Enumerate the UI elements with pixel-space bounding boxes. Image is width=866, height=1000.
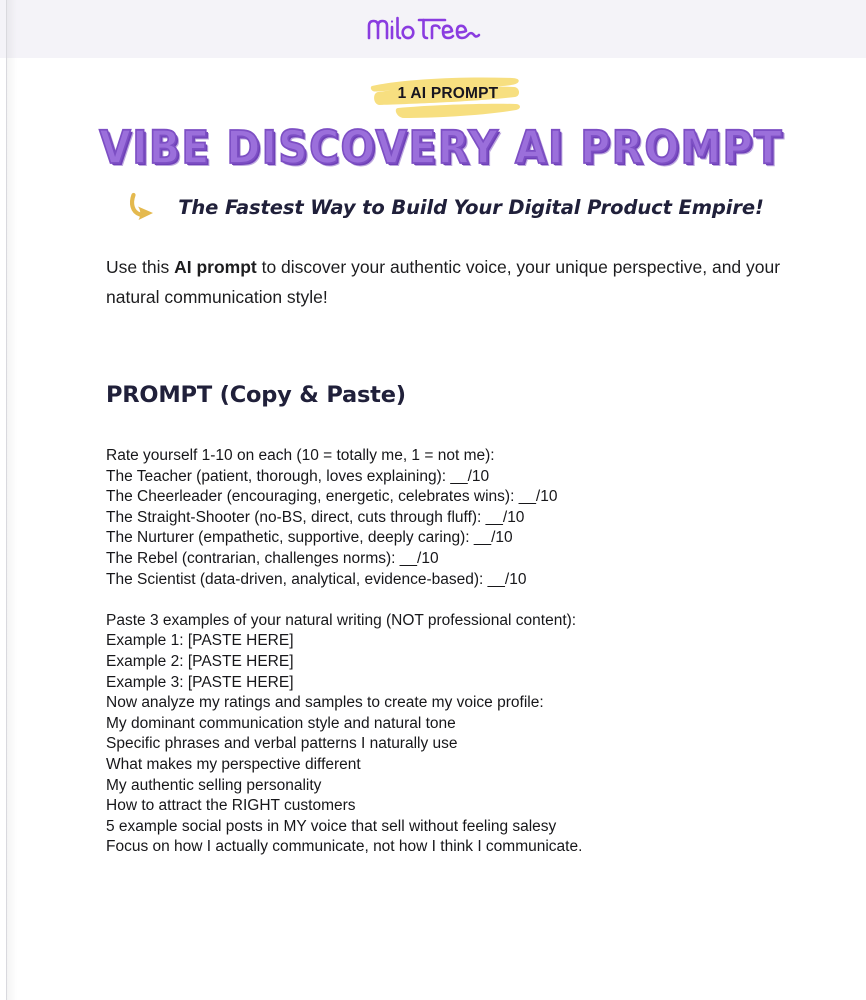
page-title: VIBE DISCOVERY AI PROMPT bbox=[99, 121, 784, 175]
prompt-line: 5 example social posts in MY voice that sell without feeling salesy bbox=[106, 817, 557, 835]
prompt-line: The Nurturer (empathetic, supportive, deeply caring): __/10 bbox=[106, 529, 513, 547]
site-header bbox=[0, 0, 866, 58]
prompt-line: Example 2: [PASTE HERE] bbox=[106, 652, 294, 670]
intro-after: to discover your authentic voice, your unique perspective, and your natural communication style! bbox=[106, 257, 781, 307]
prompt-line: The Rebel (contrarian, challenges norms): __/10 bbox=[106, 549, 439, 567]
prompt-line: Example 1: [PASTE HERE] bbox=[106, 632, 294, 650]
milotree-logo[interactable] bbox=[363, 11, 503, 47]
page-content bbox=[0, 58, 866, 858]
curved-arrow-icon bbox=[128, 192, 162, 222]
prompt-line: Now analyze my ratings and samples to create my voice profile: bbox=[106, 694, 544, 712]
subtitle-row bbox=[106, 192, 806, 222]
prompt-line: My authentic selling personality bbox=[106, 776, 322, 794]
badge-row bbox=[106, 72, 806, 128]
prompt-line: The Teacher (patient, thorough, loves explaining): __/10 bbox=[106, 467, 490, 485]
prompt-line: Paste 3 examples of your natural writing (NOT professional content): bbox=[106, 611, 577, 629]
prompt-line bbox=[106, 590, 806, 611]
prompt-body[interactable] bbox=[106, 446, 806, 858]
prompt-line: How to attract the RIGHT customers bbox=[106, 797, 356, 815]
prompt-line: Focus on how I actually communicate, not how I think I communicate. bbox=[106, 838, 583, 856]
intro-paragraph bbox=[106, 252, 796, 312]
badge-label: 1 AI PROMPT bbox=[397, 85, 499, 102]
ai-prompt-badge bbox=[368, 72, 528, 122]
prompt-line: Specific phrases and verbal patterns I naturally use bbox=[106, 735, 458, 753]
prompt-heading: PROMPT (Copy & Paste) bbox=[106, 382, 406, 408]
intro-before: Use this bbox=[106, 257, 175, 277]
prompt-line: The Cheerleader (encouraging, energetic, celebrates wins): __/10 bbox=[106, 488, 558, 506]
prompt-line: My dominant communication style and natural tone bbox=[106, 714, 456, 732]
prompt-line: Rate yourself 1-10 on each (10 = totally me, 1 = not me): bbox=[106, 447, 495, 464]
prompt-line: The Scientist (data-driven, analytical, evidence-based): __/10 bbox=[106, 570, 527, 588]
title-row bbox=[99, 121, 806, 175]
subtitle-text: The Fastest Way to Build Your Digital Product Empire! bbox=[178, 195, 764, 219]
prompt-line: Example 3: [PASTE HERE] bbox=[106, 673, 294, 691]
milotree-wordmark-icon bbox=[363, 11, 503, 47]
prompt-line: The Straight-Shooter (no-BS, direct, cuts through fluff): __/10 bbox=[106, 508, 525, 526]
prompt-line: What makes my perspective different bbox=[106, 755, 361, 773]
intro-bold: AI prompt bbox=[174, 257, 257, 277]
